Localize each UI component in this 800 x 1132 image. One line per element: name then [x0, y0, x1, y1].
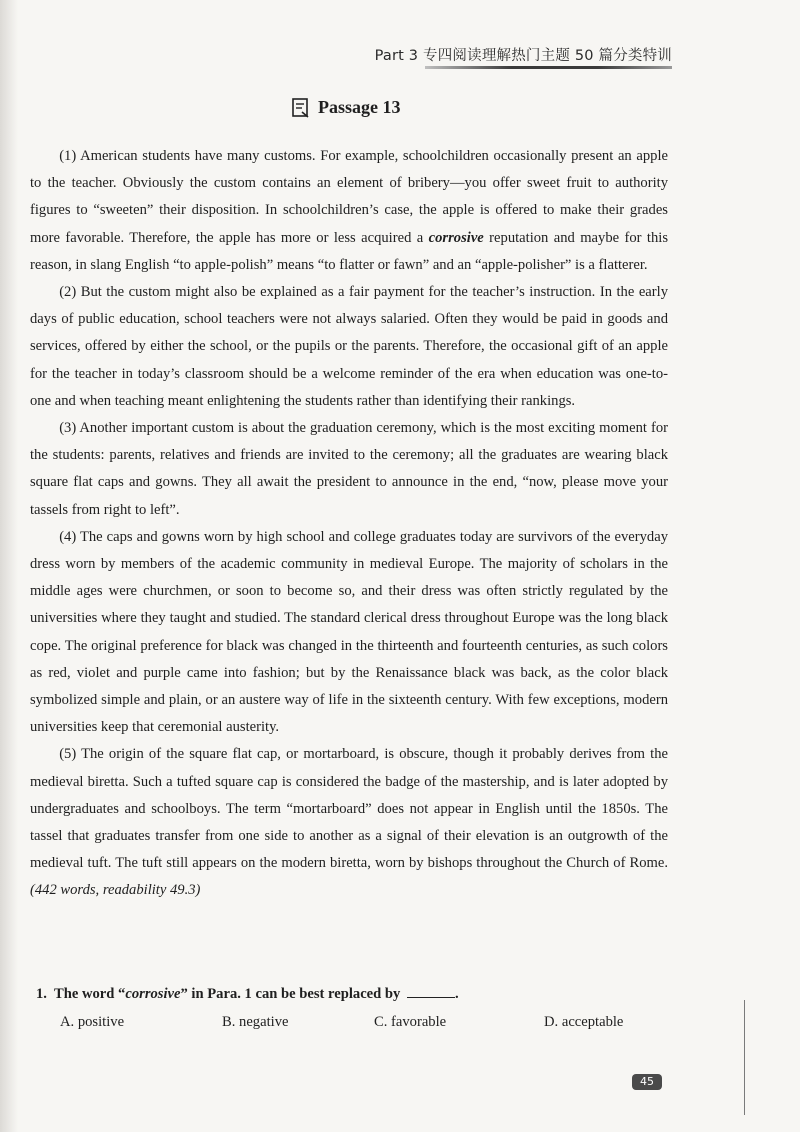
option-a[interactable]: A. positive [60, 1014, 125, 1030]
question-1: 1. The word “corrosive” in Para. 1 can be best replaced by . [36, 986, 459, 1002]
option-c[interactable]: C. favorable [374, 1014, 447, 1030]
document-icon [292, 98, 310, 118]
paragraph-2: (2) But the custom might also be explained as a fair payment for the teacher’s instruction. In the early days of public education, school teachers were not always salaried. Often they would be paid in goods and services, offered by either the school, or the pupils or the parents. Therefore, the occasional gift of an apple for the teacher in today’s classroom should be a welcome reminder of the era when education was one-to-one and when teaching meant enlightening the students rather than identifying their rankings. [30, 284, 668, 409]
question-number: 1. [36, 986, 47, 1002]
option-d[interactable]: D. acceptable [544, 1014, 624, 1030]
passage-body [30, 143, 668, 905]
option-b[interactable]: B. negative [222, 1014, 289, 1030]
passage-title [292, 97, 401, 118]
passage-title-text: Passage 13 [318, 97, 401, 117]
page-edge-shadow [0, 0, 18, 1132]
passage-stats: (442 words, readability 49.3) [30, 882, 201, 899]
running-header: Part 3 专四阅读理解热门主题 50 篇分类特训 [374, 48, 672, 64]
paragraph-5: (5) The origin of the square flat cap, or mortarboard, is obscure, though it probably derives from the medieval biretta. Such a tufted square cap is considered the badge of the mastership, and is later adopted by undergraduates and schoolboys. The term “mortarboard” does not appear in English until the 1850s. The tassel that graduates transfer from one side to another as a signal of their elevation is an outgrowth of the medieval tuft. The tuft still appears on the modern biretta, worn by bishops throughout the Church of Rome. (442 words, readability 49.3) [30, 746, 668, 899]
paragraph-3: (3) Another important custom is about the graduation ceremony, which is the most exciting moment for the students: parents, relatives and friends are invited to the ceremony; all the graduates are wearing black square flat caps and gowns. They all await the president to announce in the end, “now, please move your tassels from right to left”. [30, 420, 668, 518]
answer-blank [407, 997, 455, 998]
keyword-corrosive: corrosive [428, 229, 484, 246]
page-crease [744, 1000, 745, 1115]
header-rule [425, 66, 672, 69]
question-keyword: corrosive [125, 986, 181, 1002]
paragraph-4: (4) The caps and gowns worn by high school and college graduates today are survivors of the everyday dress worn by members of the academic community in medieval Europe. The majority of scholars in the middle ages were churchmen, or soon to become so, and their dress was often strictly regulated by the universities where they taught and studied. The standard clerical dress throughout Europe was the long black cope. The original preference for black was changed in the thirteenth and fourteenth centuries, as such colors as red, violet and purple came into fashion; but by the Renaissance black was back, as the color black symbolized simple and plain, or an austere way of life in the sixteenth century. With few exceptions, modern universities keep that ceremonial austerity. [30, 528, 668, 736]
paragraph-1: (1) American students have many customs. For example, schoolchildren occasionally present an apple to the teacher. Obviously the custom contains an element of bribery—you offer sweet fruit to authority figures to “sweeten” their disposition. In schoolchildren’s case, the apple is offered to make their grades more favorable. Therefore, the apple has more or less acquired a corrosive reputation and maybe for this reason, in slang English “to apple-polish” means “to flatter or fawn” and an “apple-polisher” is a flatterer. [30, 148, 669, 273]
page-number: 45 [632, 1074, 662, 1090]
